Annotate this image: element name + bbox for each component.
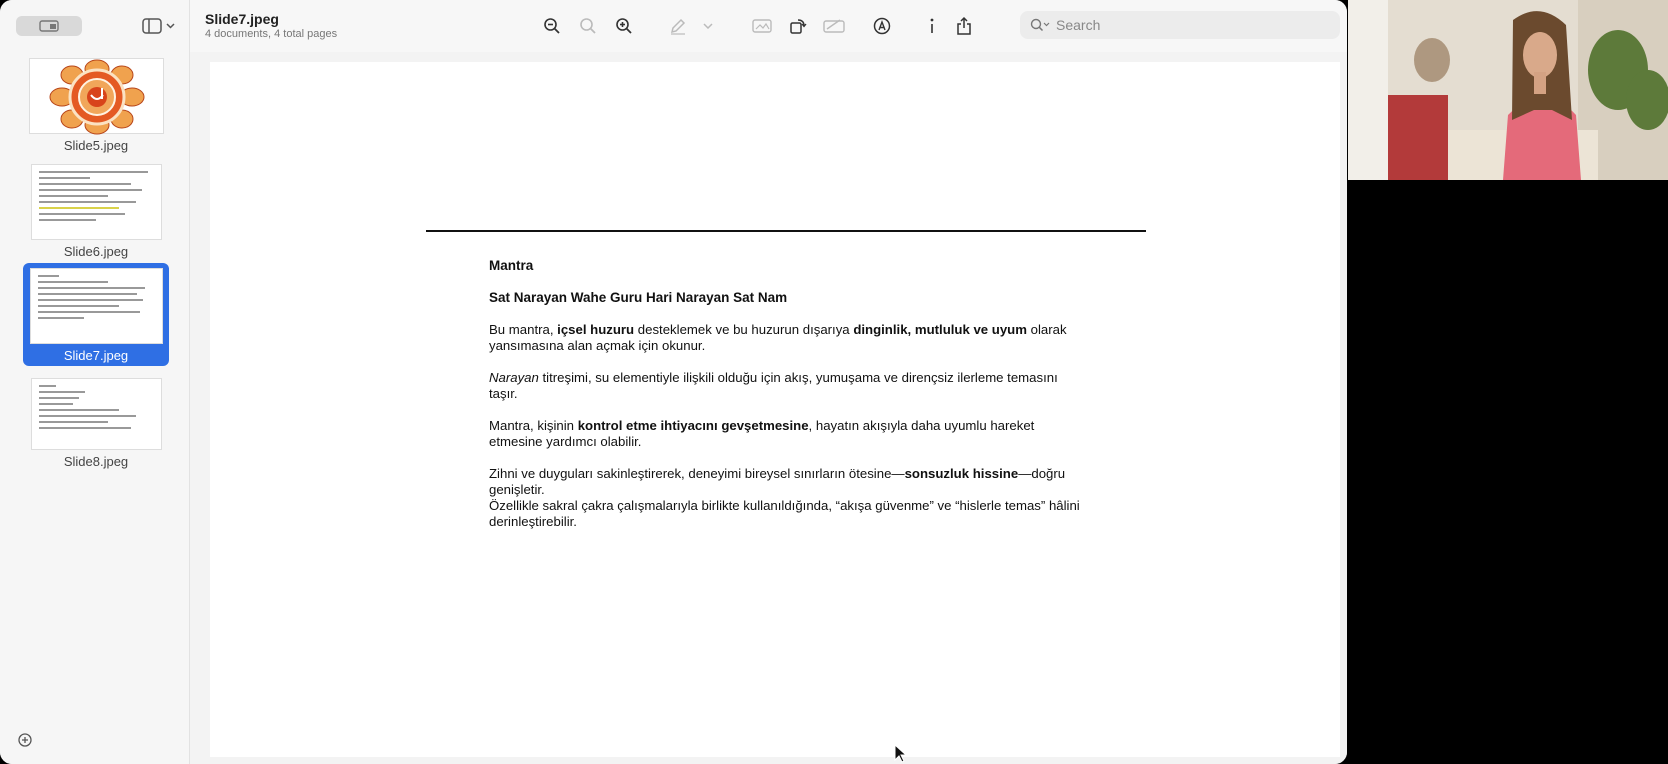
zoom-out-icon bbox=[543, 17, 561, 35]
document-title: Slide7.jpeg bbox=[205, 11, 279, 27]
zoom-in-icon bbox=[615, 17, 633, 35]
actual-size-icon bbox=[579, 17, 597, 35]
text-run: Bu mantra, bbox=[489, 322, 558, 337]
text-run: olarak yansımasına alan açmak için okunur. bbox=[489, 322, 1067, 353]
highlight-icon bbox=[669, 17, 687, 35]
webcam-overlay bbox=[1348, 0, 1668, 180]
search-icon bbox=[1030, 18, 1050, 32]
sacral-chakra-icon bbox=[30, 59, 165, 135]
sidebar-view-menu-button[interactable] bbox=[140, 16, 176, 36]
page-heading: Mantra bbox=[489, 258, 534, 273]
text-run: Mantra, kişinin bbox=[489, 418, 578, 433]
thumbnail-image-text bbox=[31, 378, 162, 450]
signature-icon bbox=[823, 17, 845, 35]
document-subtitle: 4 documents, 4 total pages bbox=[205, 28, 338, 40]
thumbnail-image-text bbox=[31, 164, 162, 240]
mouse-cursor bbox=[894, 744, 908, 764]
bold-run: içsel huzuru bbox=[557, 322, 635, 337]
document-canvas bbox=[190, 52, 1347, 764]
actual-size-button[interactable] bbox=[576, 14, 600, 38]
toolbar bbox=[190, 0, 1347, 52]
paragraph-3 bbox=[489, 418, 1089, 450]
thumbnail-label: Slide8.jpeg bbox=[63, 454, 129, 469]
rotate-button[interactable] bbox=[786, 14, 810, 38]
page-divider-line bbox=[426, 230, 1146, 232]
crop-button[interactable] bbox=[750, 14, 774, 38]
text-run: titreşimi, su elementiyle ilişkili olduğu için akış, yumuşama ve dirençsiz ilerleme temasını taşır. bbox=[489, 370, 1058, 401]
plus-circle-icon bbox=[17, 732, 33, 748]
bold-run: dinginlik, mutluluk ve uyum bbox=[853, 322, 1027, 337]
markup-button[interactable] bbox=[870, 14, 894, 38]
sidebar-toggle-button[interactable] bbox=[16, 16, 82, 36]
chevron-down-icon bbox=[166, 23, 175, 29]
thumbnail-slide5[interactable] bbox=[23, 58, 169, 153]
italic-run: Narayan bbox=[489, 370, 539, 385]
page-content bbox=[489, 258, 1089, 546]
document-page bbox=[210, 62, 1340, 757]
window-icon bbox=[39, 20, 59, 32]
text-run: —doğru genişletir. bbox=[489, 466, 1066, 497]
mantra-line: Sat Narayan Wahe Guru Hari Narayan Sat Nam bbox=[489, 290, 788, 305]
search-input[interactable] bbox=[1056, 17, 1306, 33]
text-run: Özellikle sakral çakra çalışmalarıyla birlikte kullanıldığında, “akışa güvenme” ve “hislerle temas” hâlini derinleştirebilir. bbox=[489, 498, 1080, 529]
thumbnail-slide8[interactable] bbox=[23, 378, 169, 469]
rotate-icon bbox=[789, 17, 807, 35]
search-field[interactable] bbox=[1020, 11, 1340, 39]
share-icon bbox=[956, 16, 972, 36]
thumbnail-label: Slide5.jpeg bbox=[63, 138, 129, 153]
thumbnail-image-chakra bbox=[29, 58, 164, 134]
info-button[interactable] bbox=[920, 14, 944, 38]
thumbnail-image-text bbox=[30, 268, 163, 344]
presenter-video-image bbox=[1348, 0, 1668, 180]
share-button[interactable] bbox=[952, 14, 976, 38]
chevron-down-icon bbox=[703, 23, 713, 29]
paragraph-4 bbox=[489, 466, 1089, 530]
zoom-in-button[interactable] bbox=[612, 14, 636, 38]
crop-icon bbox=[752, 17, 772, 35]
sidebar-icon bbox=[142, 18, 162, 34]
thumbnail-slide7[interactable] bbox=[23, 263, 169, 366]
add-page-button[interactable] bbox=[17, 732, 33, 748]
highlight-menu-button[interactable] bbox=[696, 14, 720, 38]
text-run: Zihni ve duyguları sakinleştirerek, deneyimi bireysel sınırların ötesine— bbox=[489, 466, 905, 481]
thumbnail-label: Slide6.jpeg bbox=[63, 244, 129, 259]
paragraph-1 bbox=[489, 322, 1089, 354]
signature-button[interactable] bbox=[822, 14, 846, 38]
bold-run: sonsuzluk hissine bbox=[904, 466, 1019, 481]
thumbnail-label: Slide7.jpeg bbox=[63, 348, 129, 363]
zoom-out-button[interactable] bbox=[540, 14, 564, 38]
text-run: , hayatın akışıyla daha uyumlu hareket etmesine yardımcı olabilir. bbox=[489, 418, 1035, 449]
pointer-icon bbox=[894, 744, 908, 764]
bold-run: kontrol etme ihtiyacını gevşetmesine bbox=[577, 418, 809, 433]
text-run: desteklemek ve bu huzurun dışarıya bbox=[634, 322, 854, 337]
highlight-button[interactable] bbox=[666, 14, 690, 38]
markup-icon bbox=[873, 17, 891, 35]
paragraph-2 bbox=[489, 370, 1089, 402]
sidebar bbox=[0, 0, 190, 764]
thumbnail-slide6[interactable] bbox=[23, 164, 169, 259]
info-icon bbox=[927, 17, 937, 35]
